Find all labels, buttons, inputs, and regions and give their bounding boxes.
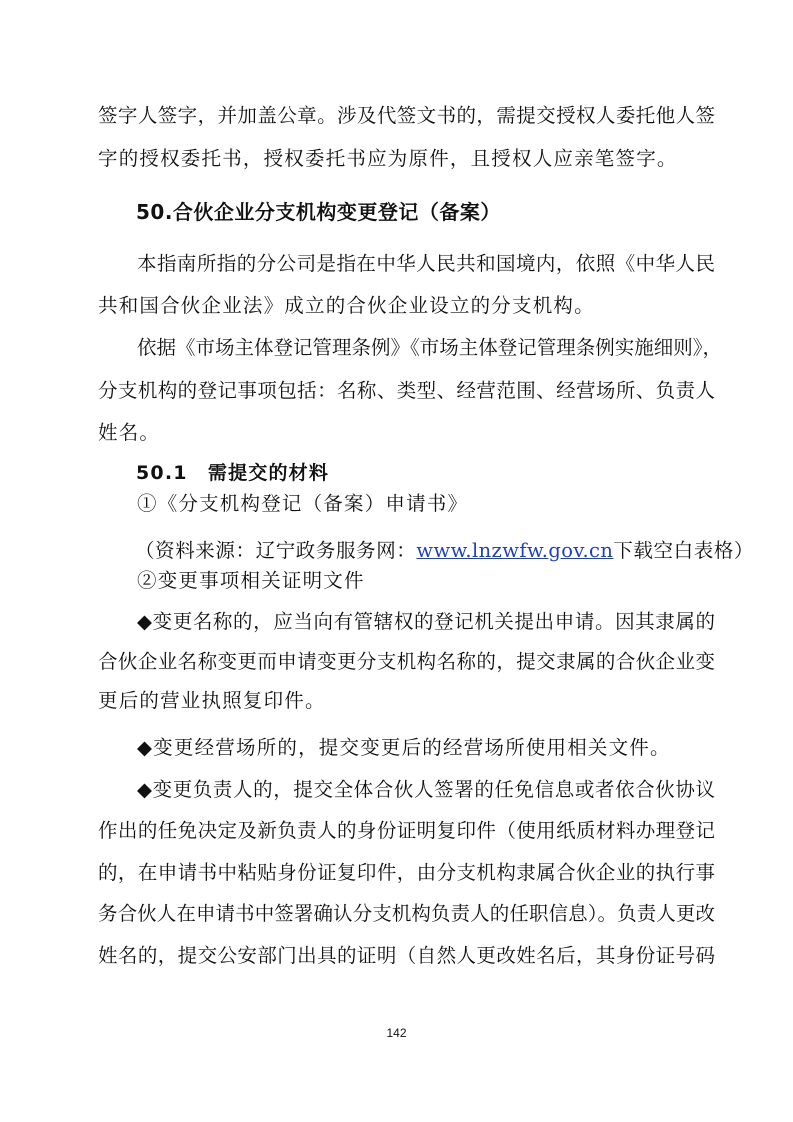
body-text-line: 本指南所指的分公司是指在中华人民共和国境内，依照《中华人民 [137, 252, 715, 275]
body-text-line: 共和国合伙企业法》成立的合伙企业设立的分支机构。 [98, 294, 595, 317]
body-text-line: 务合伙人在申请书中签署确认分支机构负责人的任职信息）。负责人更改 [98, 902, 715, 925]
body-text-line: 姓名的，提交公安部门出具的证明（自然人更改姓名后，其身份证号码 [98, 944, 715, 967]
body-text-line: 合伙企业名称变更而申请变更分支机构名称的，提交隶属的合伙企业变 [98, 650, 715, 673]
body-text-line: 更后的营业执照复印件。 [98, 689, 326, 712]
body-text-line: 姓名。 [98, 421, 161, 444]
list-item: ②变更事项相关证明文件 [137, 569, 365, 592]
source-note-suffix: 下载空白表格） [613, 539, 755, 562]
body-text-line: 签字人签字，并加盖公章。涉及代签文书的，需提交授权人委托他人签 [98, 104, 715, 127]
body-text-line: 依据《市场主体登记管理条例》《市场主体登记管理条例实施细则》， [137, 336, 723, 359]
body-text-line: ◆变更名称的，应当向有管辖权的登记机关提出申请。因其隶属的 [137, 610, 715, 633]
body-text-line: ◆变更负责人的，提交全体合伙人签署的任免信息或者依合伙协议 [137, 778, 715, 801]
subsection-heading: 50.1 需提交的材料 [136, 462, 330, 484]
body-text-line: 作出的任免决定及新负责人的身份证明复印件（使用纸质材料办理登记 [98, 819, 715, 842]
list-item: ①《分支机构登记（备案）申请书》 [137, 492, 469, 515]
source-note-prefix: （资料来源：辽宁政务服务网： [135, 539, 417, 562]
section-heading: 50.合伙企业分支机构变更登记（备案） [136, 200, 501, 224]
page-number: 142 [386, 1026, 407, 1040]
body-text-line: ◆变更经营场所的，提交变更后的经营场所使用相关文件。 [137, 736, 671, 759]
body-text-line: 分支机构的登记事项包括：名称、类型、经营范围、经营场所、负责人 [98, 379, 715, 402]
body-text-line: 字的授权委托书，授权委托书应为原件，且授权人应亲笔签字。 [98, 147, 678, 170]
source-note [135, 538, 754, 564]
source-link[interactable]: www.lnzwfw.gov.cn [416, 539, 614, 562]
body-text-line: 的，在申请书中粘贴身份证复印件，由分支机构隶属合伙企业的执行事 [98, 861, 715, 884]
